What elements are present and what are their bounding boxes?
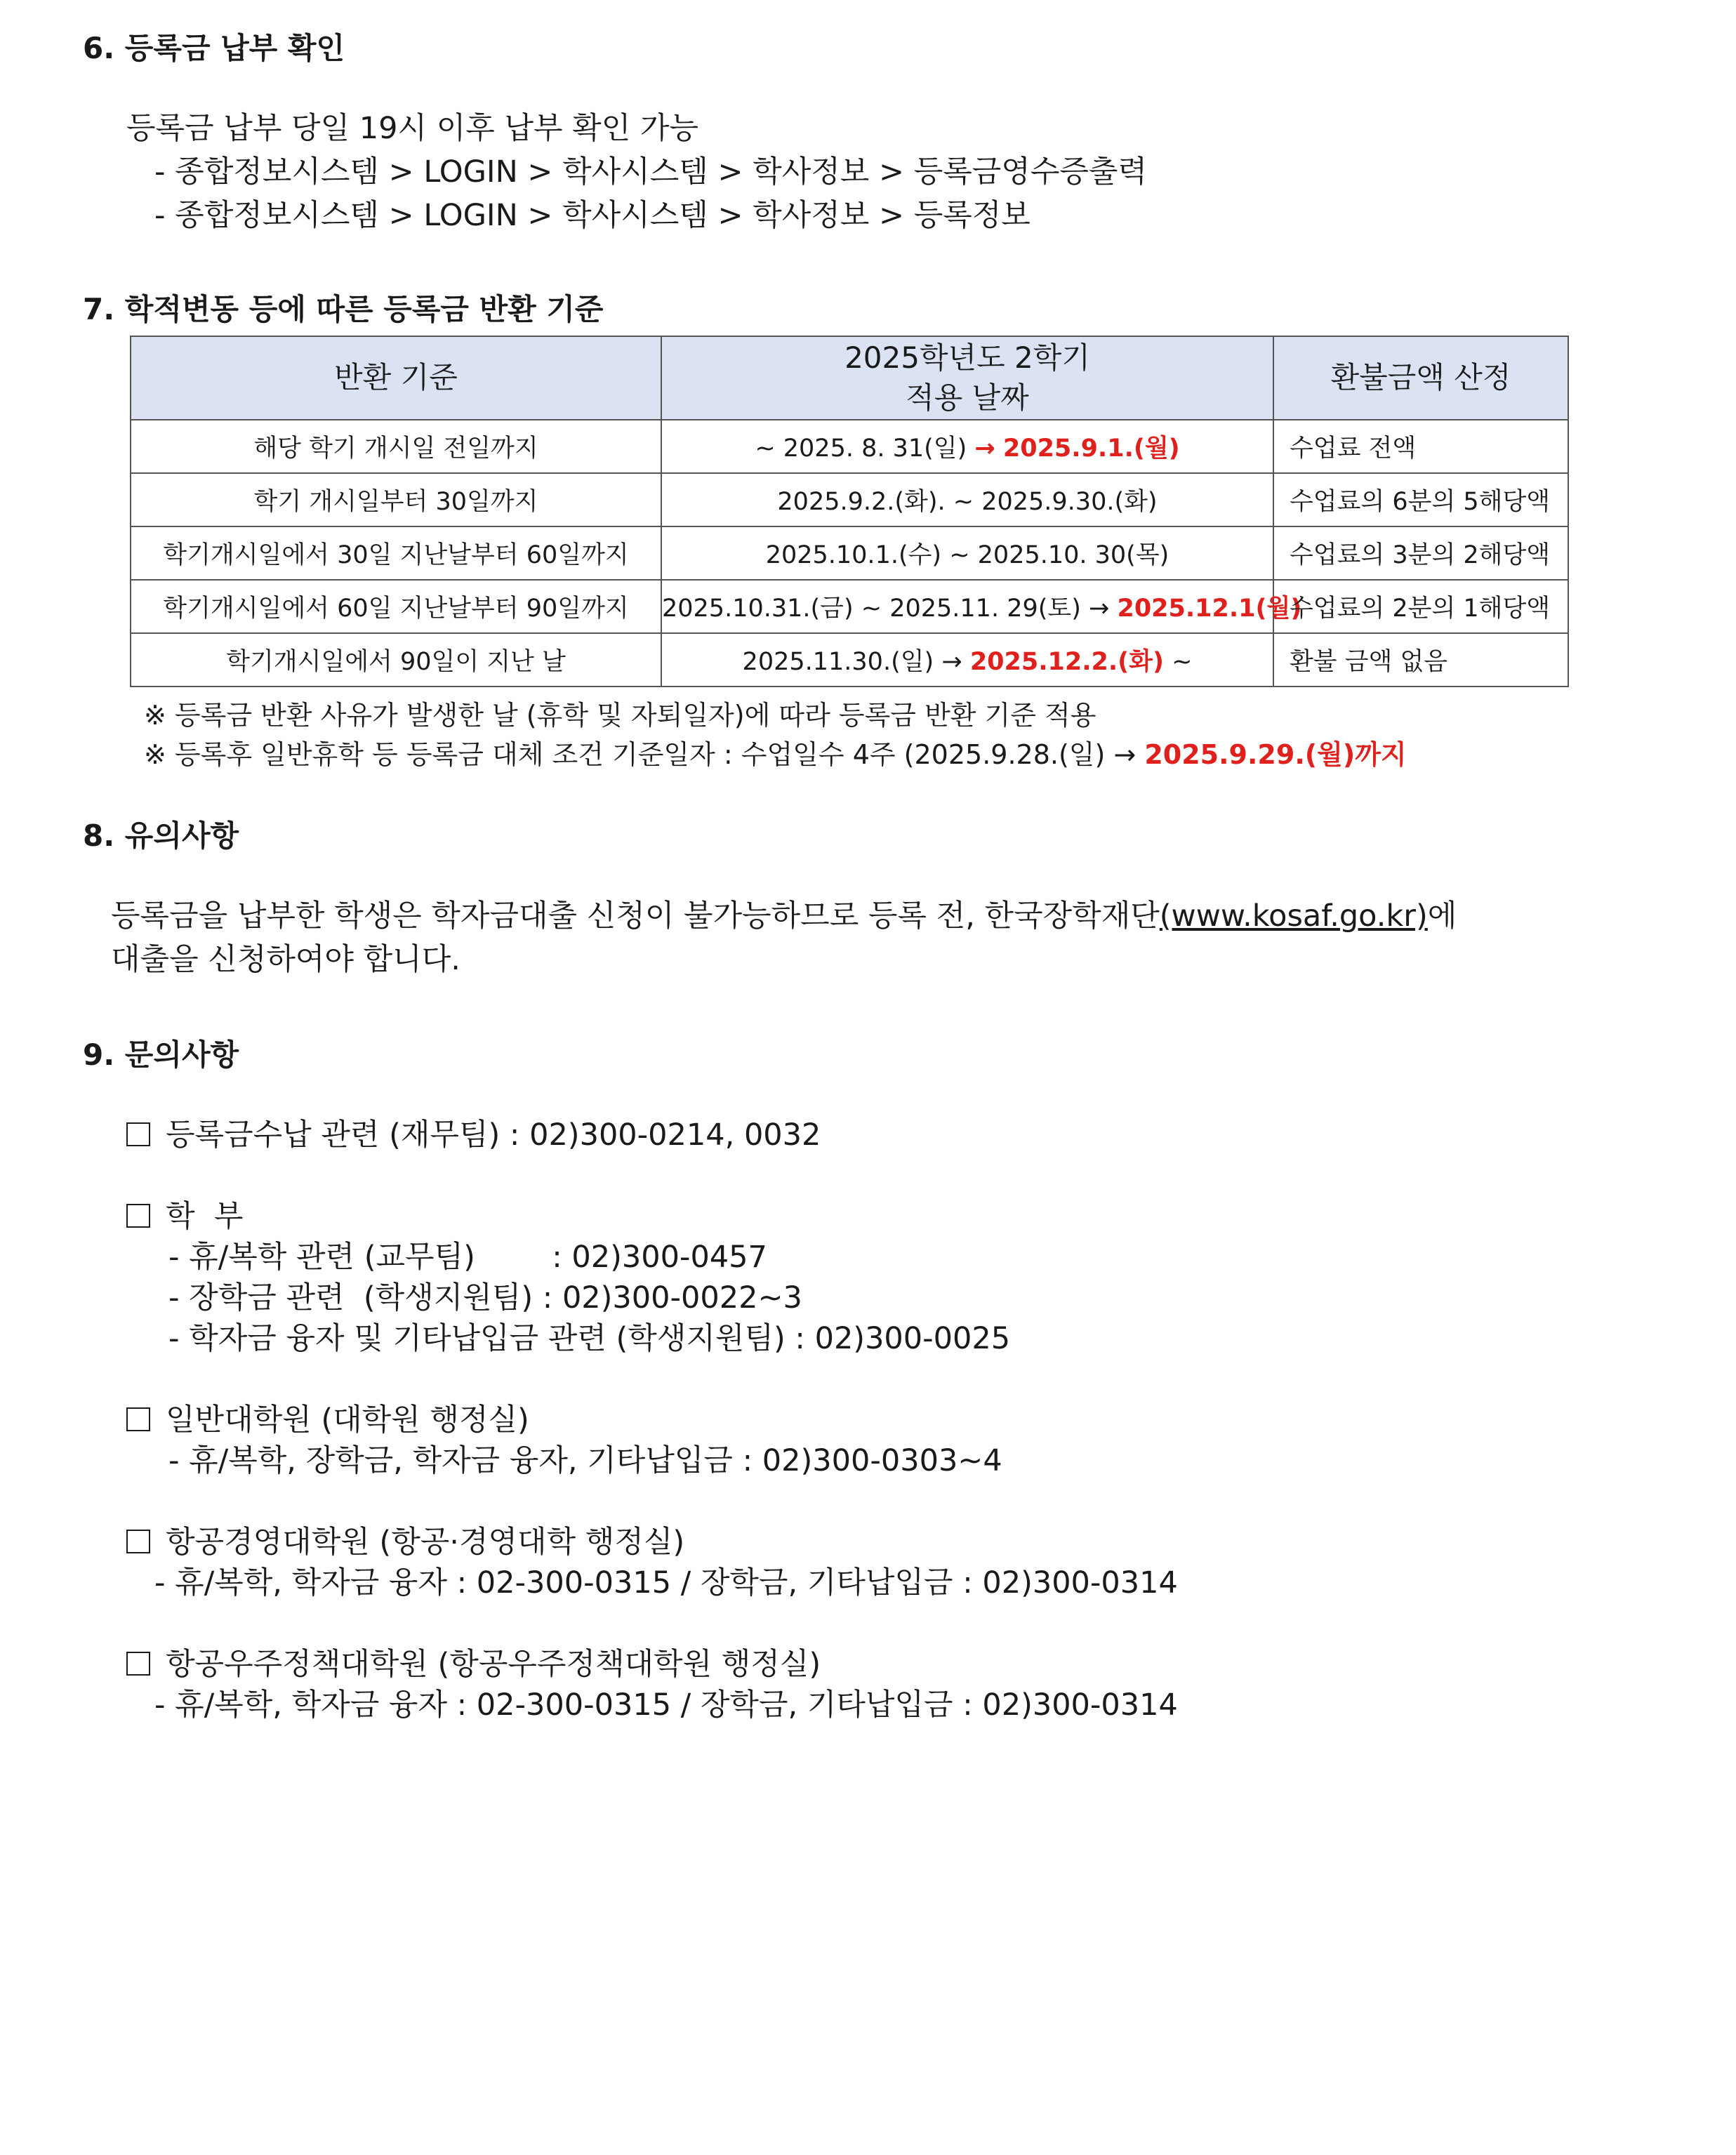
section-7-title: 7. 학적변동 등에 따른 등록금 반환 기준 <box>83 292 604 326</box>
date-text: ~ 2025. 8. 31(일) <box>755 435 967 463</box>
checkbox-icon <box>126 1530 150 1553</box>
date-highlight: 2025.9.1.(월) <box>1002 435 1180 463</box>
undergrad-item-loan: - 학자금 융자 및 기타납입금 관련 (학생지원팀) : 02)300-0025 <box>168 1321 1011 1356</box>
cell-refund: 수업료의 3분의 2해당액 <box>1273 526 1568 580</box>
section-6-intro: 등록금 납부 당일 19시 이후 납부 확인 가능 <box>126 111 699 146</box>
checkbox-icon <box>126 1122 150 1146</box>
date-tail: ~ <box>1172 648 1193 676</box>
note-leave-deadline <box>144 733 1407 771</box>
contact-aerospace-policy <box>126 1647 821 1683</box>
table-row <box>131 473 1568 526</box>
contact-grad-text: 일반대학원 (대학원 행정실) <box>166 1403 529 1438</box>
notice-line-1 <box>111 899 1457 935</box>
header-refund: 환불금액 산정 <box>1273 336 1568 420</box>
table-header-row <box>131 336 1568 420</box>
cell-criteria: 학기개시일에서 90일이 지난 날 <box>131 633 661 687</box>
header-date <box>661 336 1273 420</box>
notice-line-2: 대출을 신청하여야 합니다. <box>111 942 460 977</box>
contact-grad <box>126 1403 529 1439</box>
contact-aviation-biz-text: 항공경영대학원 (항공·경영대학 행정실) <box>166 1525 685 1560</box>
header-date-line2: 적용 날짜 <box>906 380 1029 415</box>
cell-date <box>661 526 1273 580</box>
aerospace-policy-item: - 휴/복학, 학자금 융자 : 02-300-0315 / 장학금, 기타납입금 : 02)300-0314 <box>154 1687 1178 1723</box>
aviation-biz-item: - 휴/복학, 학자금 융자 : 02-300-0315 / 장학금, 기타납입금 : 02)300-0314 <box>154 1565 1178 1600</box>
cell-criteria: 학기개시일에서 30일 지난날부터 60일까지 <box>131 526 661 580</box>
cell-date <box>661 473 1273 526</box>
header-date-line1: 2025학년도 2학기 <box>844 340 1090 375</box>
date-text: 2025.9.2.(화). ~ 2025.9.30.(화) <box>777 488 1158 516</box>
table-row <box>131 420 1568 473</box>
notice-text: 등록금을 납부한 학생은 학자금대출 신청이 불가능하므로 등록 전, 한국장학재단 <box>111 899 1160 934</box>
cell-date <box>661 633 1273 687</box>
note-leave-deadline-highlight: 2025.9.29.(월)까지 <box>1144 739 1407 770</box>
cell-refund: 환불 금액 없음 <box>1273 633 1568 687</box>
table-row <box>131 633 1568 687</box>
path-registration-info: - 종합정보시스템 > LOGIN > 학사시스템 > 학사정보 > 등록정보 <box>154 198 1031 233</box>
contact-aerospace-policy-text: 항공우주정책대학원 (항공우주정책대학원 행정실) <box>166 1647 821 1682</box>
cell-criteria: 학기 개시일부터 30일까지 <box>131 473 661 526</box>
cell-criteria: 해당 학기 개시일 전일까지 <box>131 420 661 473</box>
grad-item: - 휴/복학, 장학금, 학자금 융자, 기타납입금 : 02)300-0303~4 <box>168 1443 1002 1478</box>
date-highlight: 2025.12.2.(화) <box>969 648 1164 676</box>
section-9-title: 9. 문의사항 <box>83 1037 239 1072</box>
contact-tuition-text: 등록금수납 관련 (재무팀) : 02)300-0214, 0032 <box>166 1118 821 1153</box>
cell-date <box>661 420 1273 473</box>
contact-aviation-biz <box>126 1525 684 1561</box>
date-highlight: 2025.12.1(월) <box>1117 595 1302 623</box>
arrow: → <box>941 648 962 676</box>
table-row <box>131 580 1568 633</box>
cell-criteria: 학기개시일에서 60일 지난날부터 90일까지 <box>131 580 661 633</box>
path-receipt: - 종합정보시스템 > LOGIN > 학사시스템 > 학사정보 > 등록금영수증출력 <box>154 154 1147 190</box>
cell-refund: 수업료 전액 <box>1273 420 1568 473</box>
checkbox-icon <box>126 1652 150 1676</box>
refund-table <box>130 336 1569 687</box>
notice-tail: 에 <box>1427 899 1457 934</box>
note-refund-basis: ※ 등록금 반환 사유가 발생한 날 (휴학 및 자퇴일자)에 따라 등록금 반환 기준 적용 <box>144 700 1096 731</box>
cell-date <box>661 580 1302 633</box>
date-text: 2025.11.30.(일) <box>742 648 934 676</box>
arrow: → <box>1089 595 1110 623</box>
kosaf-link[interactable]: (www.kosaf.go.kr) <box>1159 899 1428 934</box>
checkbox-icon <box>126 1407 150 1431</box>
header-criteria: 반환 기준 <box>131 336 661 420</box>
undergrad-item-scholarship: - 장학금 관련 (학생지원팀) : 02)300-0022~3 <box>168 1280 802 1315</box>
date-text: 2025.10.31.(금) ~ 2025.11. 29(토) <box>662 595 1081 623</box>
checkbox-icon <box>126 1204 150 1228</box>
cell-refund: 수업료의 6분의 5해당액 <box>1273 473 1568 526</box>
section-6-title: 6. 등록금 납부 확인 <box>83 31 345 65</box>
table-row <box>131 526 1568 580</box>
arrow: → <box>974 435 995 463</box>
date-text: 2025.10.1.(수) ~ 2025.10. 30(목) <box>765 541 1170 569</box>
contact-undergrad <box>126 1199 243 1235</box>
undergrad-item-leave: - 휴/복학 관련 (교무팀) : 02)300-0457 <box>168 1240 767 1275</box>
contact-undergrad-text: 학 부 <box>166 1199 244 1234</box>
cell-refund: 수업료의 2분의 1해당액 <box>1273 580 1568 633</box>
contact-tuition <box>126 1118 821 1154</box>
section-8-title: 8. 유의사항 <box>83 818 239 853</box>
note-leave-text: ※ 등록후 일반휴학 등 등록금 대체 조건 기준일자 : 수업일수 4주 (2025.9.28.(일) → <box>144 739 1137 770</box>
